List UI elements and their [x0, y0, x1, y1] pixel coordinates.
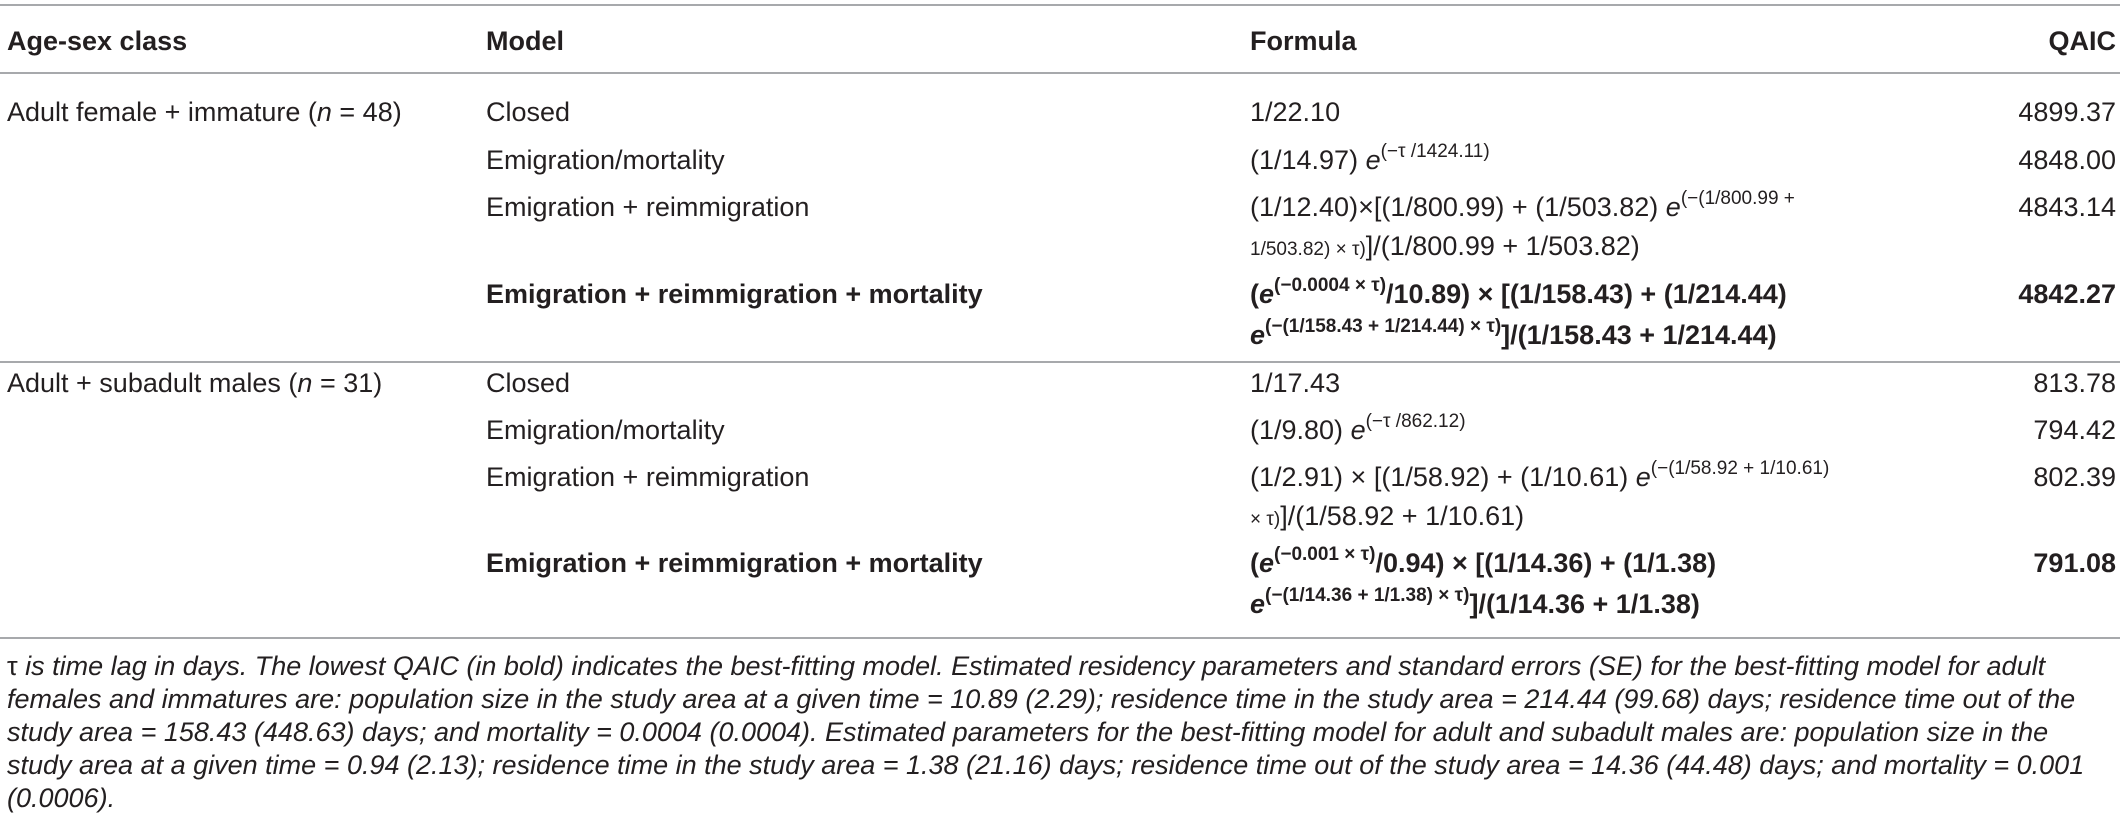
- qaic-value-best: 4842.27: [2018, 279, 2116, 309]
- header-model: Model: [486, 26, 564, 56]
- header-qaic: QAIC: [2048, 26, 2116, 56]
- qaic-value: 802.39: [2033, 462, 2116, 492]
- model-closed: Closed: [486, 368, 571, 398]
- formula-emigration-mortality: (1/9.80) $e^{(-\tau /862.12)}$: [1250, 411, 1466, 445]
- formula-emigration-reimmigration-cont: 1/503.82) × τ)]/(1/800.99 + 1/503.82): [1250, 231, 1640, 261]
- age-sex-class-group-1: Adult female + immature (n = 48): [7, 97, 402, 127]
- qaic-value: 4899.37: [2018, 97, 2116, 127]
- top-rule: [0, 4, 2120, 6]
- qaic-value-best: 791.08: [2033, 548, 2116, 578]
- bottom-rule: [0, 637, 2120, 639]
- qaic-value: 4848.00: [2018, 145, 2116, 175]
- header-age-sex-class: Age-sex class: [7, 26, 188, 56]
- qaic-value: 4843.14: [2018, 192, 2116, 222]
- model-emigration-reimmigration: Emigration + reimmigration: [486, 192, 810, 222]
- model-closed: Closed: [486, 97, 571, 127]
- table-footnote: [7, 650, 2107, 815]
- header-rule: [0, 72, 2120, 74]
- formula-best-fit: $(e^{(-0.0004 \times \tau)}/10.89) \times [(1/158.43) + (1/214.44)$: [1250, 275, 1787, 309]
- formula-emigration-reimmigration: (1/12.40)×[(1/800.99) + (1/503.82) $e^{(-(1/800.99 +}$: [1250, 188, 1795, 222]
- model-emigration-mortality: Emigration/mortality: [486, 145, 725, 175]
- formula-emigration-mortality: (1/14.97) $e^{(-\tau /1424.11)}$: [1250, 141, 1490, 175]
- tau-symbol: τ: [7, 651, 18, 681]
- age-sex-class-group-2: Adult + subadult males (n = 31): [7, 368, 383, 398]
- model-emigration-reimmigration: Emigration + reimmigration: [486, 462, 810, 492]
- formula-closed: 1/22.10: [1250, 97, 1341, 127]
- footnote-text: is time lag in days. The lowest QAIC (in bold) indicates the best-fitting model. Estimated residency parameters and standard errors (SE) for the best-fitting model for adult females and immatures are: population size in the study area at a given time = 10.89 (2.29); residence time in the study area = 214.44 (99.68) days; residence time out of the study area = 158.43 (448.63) days; and mortality = 0.0004 (0.0004). Estimated parameters for the best-fitting model for adult and subadult males are: population size in the study area at a given time = 0.94 (2.13); residence time in the study area = 1.38 (21.16) days; residence time out of the study area = 14.36 (44.48) days; and mortality = 0.001 (0.0006).: [7, 651, 2085, 813]
- formula-emigration-reimmigration: (1/2.91) × [(1/58.92) + (1/10.61) $e^{(-(1/58.92 + 1/10.61)}$: [1250, 458, 1830, 492]
- qaic-value: 813.78: [2033, 368, 2116, 398]
- qaic-value: 794.42: [2033, 415, 2116, 445]
- formula-emigration-reimmigration-cont: × τ)]/(1/58.92 + 1/10.61): [1250, 501, 1525, 531]
- formula-best-fit: $(e^{(-0.001 \times \tau)}/0.94) \times [(1/14.36) + (1/1.38)$: [1250, 544, 1717, 578]
- formula-closed: 1/17.43: [1250, 368, 1341, 398]
- header-formula: Formula: [1250, 26, 1357, 56]
- formula-best-fit-line2: $e^{(-(1/14.36 + 1/1.38) \times \tau)}]/(1/14.36 + 1/1.38)$: [1250, 585, 1700, 619]
- model-emigration-mortality: Emigration/mortality: [486, 415, 725, 445]
- model-best-fit: Emigration + reimmigration + mortality: [486, 548, 983, 578]
- model-best-fit: Emigration + reimmigration + mortality: [486, 279, 983, 309]
- group-rule: [0, 361, 2120, 363]
- formula-best-fit-line2: $e^{(-(1/158.43 + 1/214.44) \times \tau)}]/(1/158.43 + 1/214.44)$: [1250, 316, 1777, 350]
